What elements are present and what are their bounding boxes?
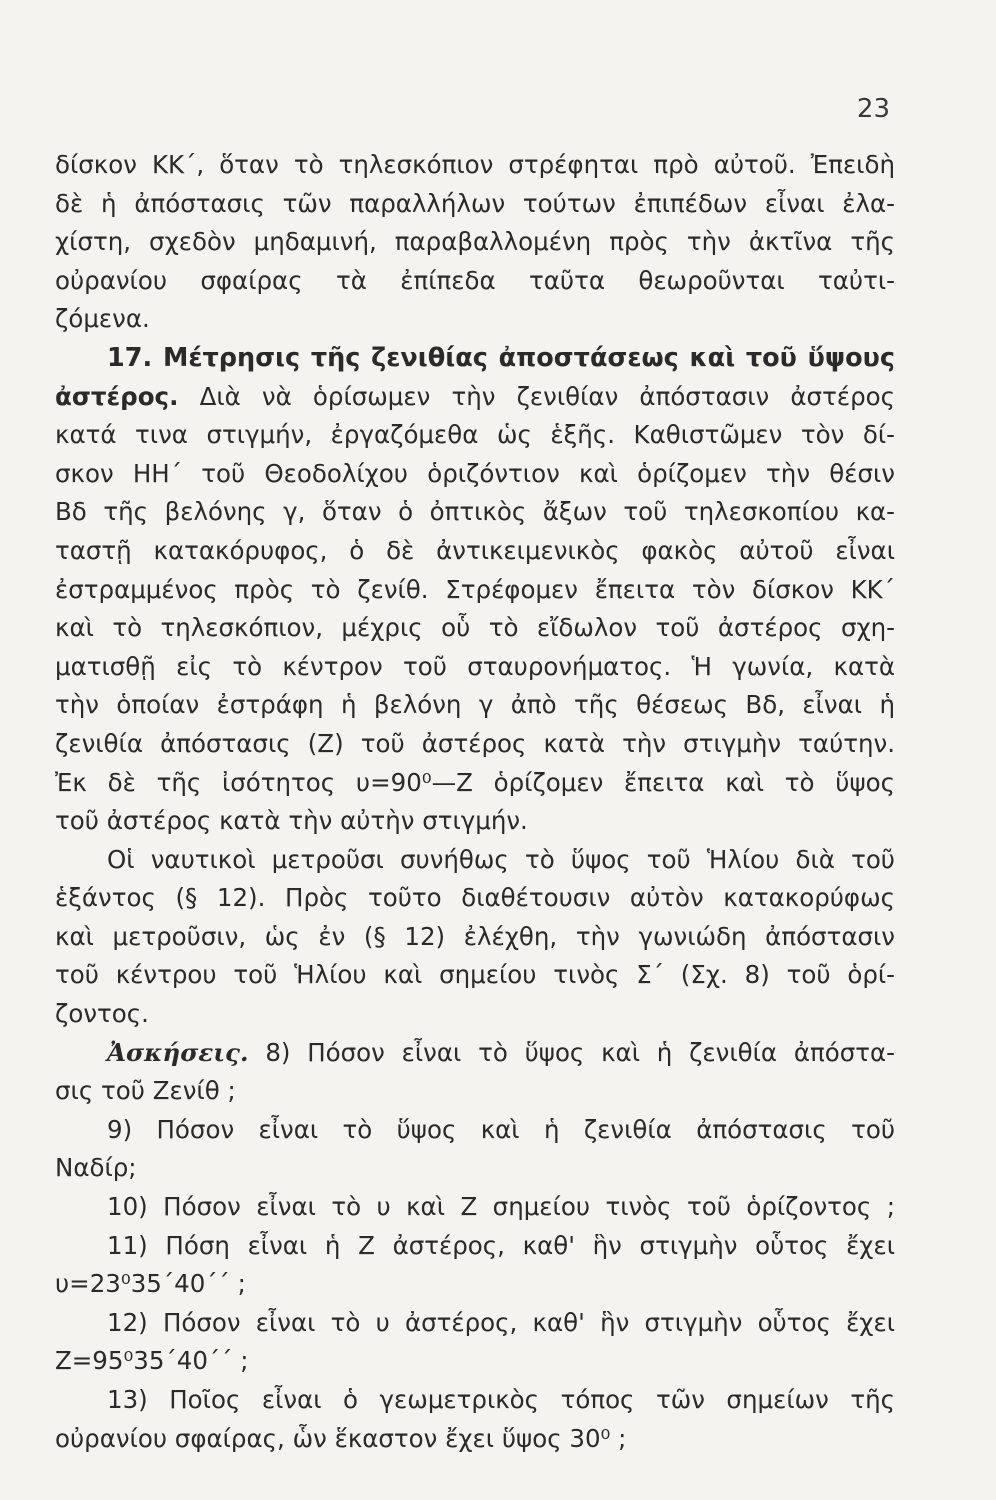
text-line: χίστη, σχεδὸν μηδαμινή, παραβαλλομένη πρὸς τὴν ἀκτῖνα τῆς xyxy=(55,227,895,257)
text-line: Ζ=95⁰35΄40΄΄ ; xyxy=(55,1346,249,1376)
text-line: τοῦ ἀστέρος κατὰ τὴν αὐτὴν στιγμήν. xyxy=(55,806,528,836)
text-line: κατά τινα στιγμήν, ἐργαζόμεθα ὡς ἑξῆς. Καθιστῶμεν τὸν δί- xyxy=(55,420,895,450)
exercise-8-line xyxy=(55,1034,895,1073)
text-line: καὶ μετροῦσιν, ὡς ἐν (§ 12) ἐλέχθη, τὴν γωνιώδη ἀπόστασιν xyxy=(55,921,895,951)
body-text xyxy=(55,146,895,1458)
text-line: ζόμενα. xyxy=(55,304,150,334)
text-line: ζενιθία ἀπόστασις (Ζ) τοῦ ἀστέρος κατὰ τὴν στιγμὴν ταύτην. xyxy=(55,728,895,758)
text-line: Διὰ νὰ ὁρίσωμεν τὴν ζενιθίαν ἀπόστασιν ἀστέρος xyxy=(199,381,895,411)
text-line: υ=23⁰35΄40΄΄ ; xyxy=(55,1269,246,1299)
exercise-12: 12) Πόσον εἶναι τὸ υ ἀστέρος, καθ' ἣν στιγμὴν οὗτος ἔχει xyxy=(107,1307,895,1337)
text-line: δὲ ἡ ἀπόστασις τῶν παραλλήλων τούτων ἐπιπέδων εἶναι ἐλα- xyxy=(55,188,895,218)
text-line: 8) Πόσον εἶναι τὸ ὕψος καὶ ἡ ζενιθία ἀπόστα- xyxy=(265,1037,895,1067)
text-line: ματισθῇ εἰς τὸ κέντρον τοῦ σταυρονήματος. Ἡ γωνία, κατὰ xyxy=(55,651,895,681)
text-line: τοῦ κέντρου τοῦ Ἡλίου καὶ σημείου τινὸς Σ΄ (Σχ. 8) τοῦ ὁρί- xyxy=(55,960,895,990)
text-line: ζοντος. xyxy=(55,999,149,1029)
text-line: οὐρανίου σφαίρας τὰ ἐπίπεδα ταῦτα θεωροῦνται ταὐτι- xyxy=(55,265,895,295)
exercise-11: 11) Πόση εἶναι ἡ Ζ ἀστέρος, καθ' ἣν στιγμὴν οὗτος ἔχει xyxy=(107,1230,895,1260)
text-line: ταστῇ κατακόρυφος, ὁ δὲ ἀντικειμενικὸς φακὸς αὐτοῦ εἶναι xyxy=(55,535,895,565)
section-17-first-line xyxy=(55,378,895,417)
text-line: δίσκον ΚΚ΄, ὅταν τὸ τηλεσκόπιον στρέφηται πρὸ αὐτοῦ. Ἐπειδὴ xyxy=(55,150,895,179)
section-heading-17: 17. Μέτρησις τῆς ζενιθίας ἀποστάσεως καὶ τοῦ ὕψους xyxy=(107,342,895,373)
page-number: 23 xyxy=(856,94,890,124)
text-line: Οἱ ναυτικοὶ μετροῦσι συνήθως τὸ ὕψος τοῦ Ἡλίου διὰ τοῦ xyxy=(107,844,895,874)
text-line: Ναδίρ; xyxy=(55,1153,137,1183)
text-line: σις τοῦ Ζενίθ ; xyxy=(55,1076,236,1106)
exercise-13: 13) Ποῖος εἶναι ὁ γεωμετρικὸς τόπος τῶν σημείων τῆς xyxy=(107,1385,895,1414)
text-line: σκον ΗΗ΄ τοῦ Θεοδολίχου ὁριζόντιον καὶ ὁρίζομεν τὴν θέσιν xyxy=(55,458,895,488)
text-line: ἑξάντος (§ 12). Πρὸς τοῦτο διαθέτουσιν αὐτὸν κατακορύφως xyxy=(55,883,895,913)
text-line: Ἐκ δὲ τῆς ἰσότητος υ=90⁰—Ζ ὁρίζομεν ἔπειτα καὶ τὸ ὕψος xyxy=(55,767,895,797)
exercise-9: 9) Πόσον εἶναι τὸ ὕψος καὶ ἡ ζενιθία ἀπόστασις τοῦ xyxy=(107,1114,895,1144)
text-line: οὐρανίου σφαίρας, ὧν ἕκαστον ἔχει ὕψος 30⁰ ; xyxy=(55,1423,627,1453)
text-line: τὴν ὁποίαν ἐστράφη ἡ βελόνη γ ἀπὸ τῆς θέσεως Βδ, εἶναι ἡ xyxy=(55,690,895,720)
section-heading-17-cont: ἀστέρος. xyxy=(55,381,179,411)
text-line: καὶ τὸ τηλεσκόπιον, μέχρις οὗ τὸ εἴδωλον τοῦ ἀστέρος σχη- xyxy=(55,613,895,643)
exercise-10: 10) Πόσον εἶναι τὸ υ καὶ Ζ σημείου τινὸς τοῦ ὁρίζοντος ; xyxy=(107,1192,895,1222)
exercises-label: Ἀσκήσεις. xyxy=(107,1037,249,1067)
text-line: ἐστραμμένος πρὸς τὸ ζενίθ. Στρέφομεν ἔπειτα τὸν δίσκον ΚΚ΄ xyxy=(55,574,895,604)
text-line: Βδ τῆς βελόνης γ, ὅταν ὁ ὀπτικὸς ἄξων τοῦ τηλεσκοπίου κα- xyxy=(55,497,895,527)
